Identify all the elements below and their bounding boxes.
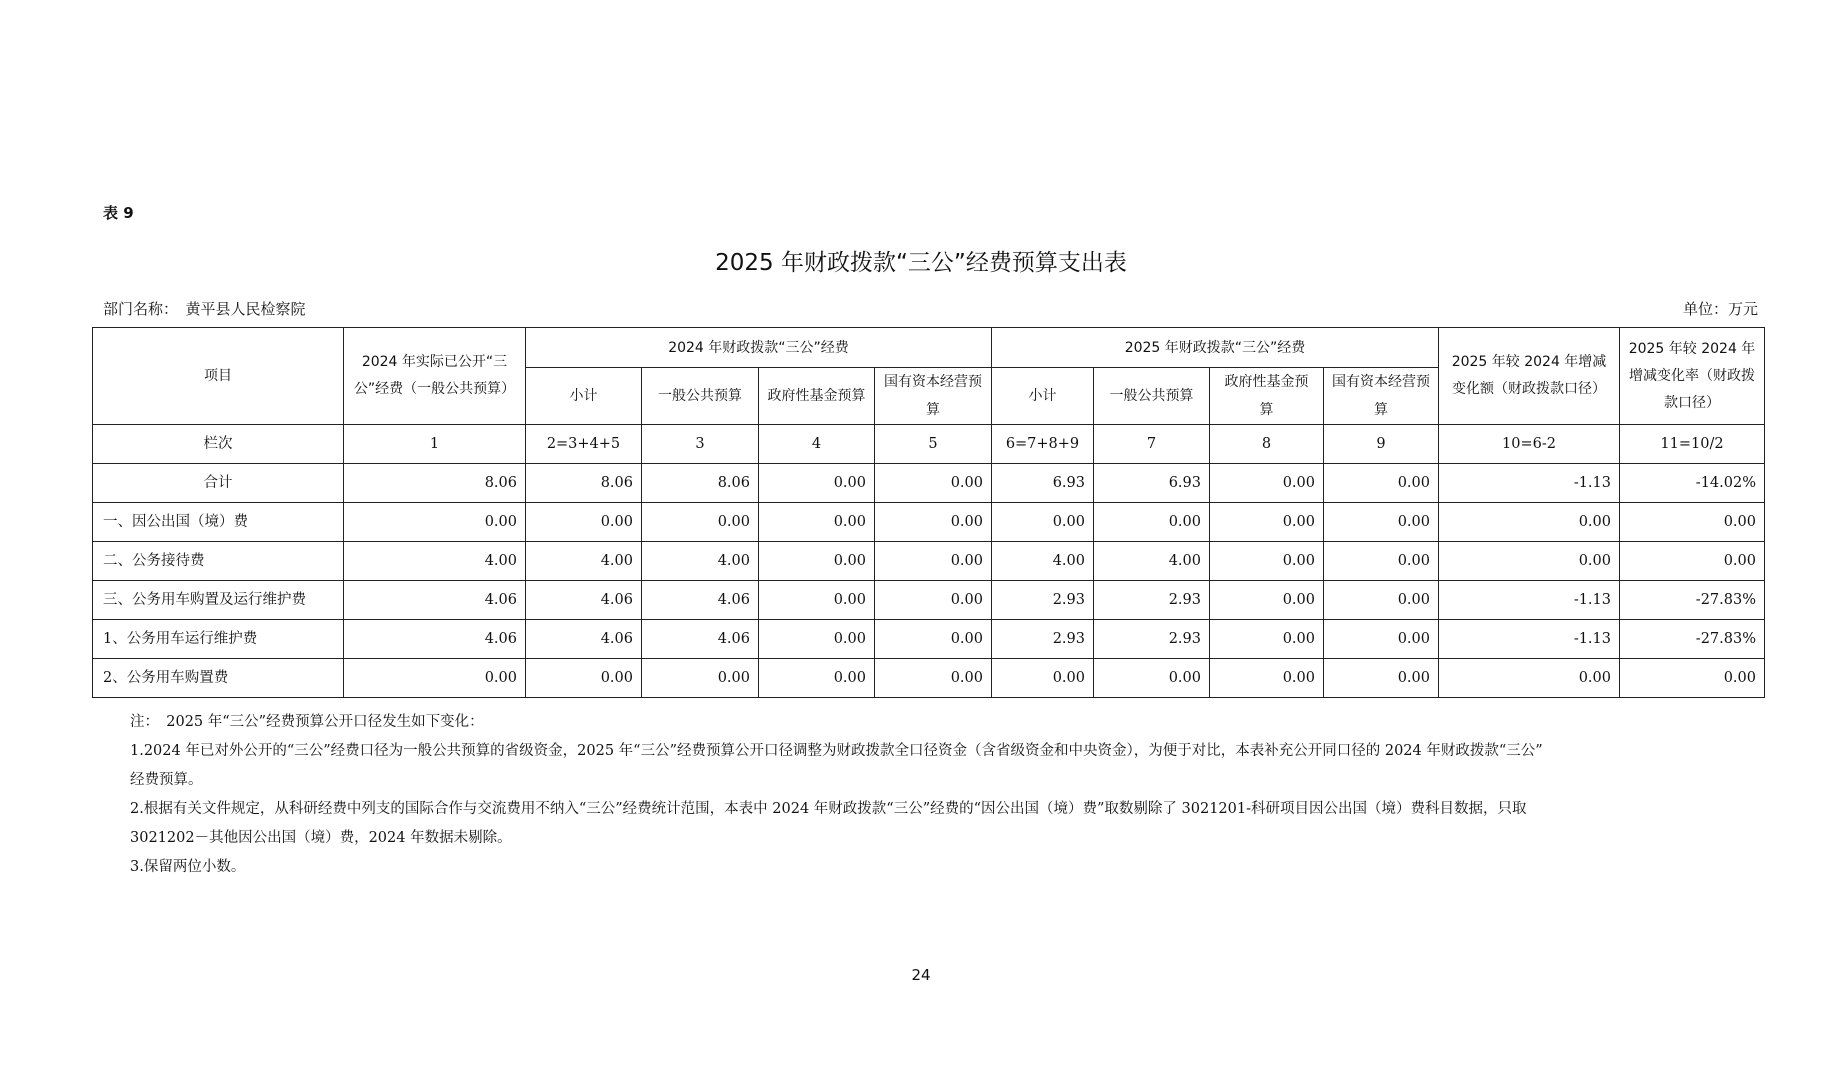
table-row — [93, 659, 1765, 698]
cell: 0.00 — [875, 620, 992, 659]
cell: 0.00 — [642, 659, 759, 698]
row-label: 二、公务接待费 — [93, 542, 344, 581]
cell: 0.00 — [875, 503, 992, 542]
header-2024-subtotal: 小计 — [526, 368, 642, 425]
cell: 0.00 — [1620, 542, 1765, 581]
cell: 0.00 — [875, 659, 992, 698]
cell: 6.93 — [992, 464, 1094, 503]
cell: 4.06 — [344, 581, 526, 620]
cell: -1.13 — [1439, 620, 1620, 659]
header-2025-fund: 政府性基金预算 — [1210, 368, 1324, 425]
column-index-row — [93, 425, 1765, 464]
cell: 0.00 — [759, 464, 875, 503]
cell: 4.06 — [526, 620, 642, 659]
header-2025-state-capital: 国有资本经营预算 — [1324, 368, 1439, 425]
row-label: 三、公务用车购置及运行维护费 — [93, 581, 344, 620]
cell: 0.00 — [1094, 659, 1210, 698]
table-row — [93, 503, 1765, 542]
cell: 0.00 — [875, 464, 992, 503]
cell: 10=6-2 — [1439, 425, 1620, 464]
note-1-line-2: 经费预算。 — [130, 772, 203, 788]
header-2025-subtotal: 小计 — [992, 368, 1094, 425]
cell: 0.00 — [1210, 581, 1324, 620]
row-label: 一、因公出国（境）费 — [93, 503, 344, 542]
cell: 8.06 — [526, 464, 642, 503]
cell: 0.00 — [1439, 503, 1620, 542]
cell: 6=7+8+9 — [992, 425, 1094, 464]
table-row — [93, 542, 1765, 581]
cell: 0.00 — [1620, 659, 1765, 698]
cell: 0.00 — [1210, 620, 1324, 659]
header-actual-2024: 2024 年实际已公开“三公”经费（一般公共预算） — [344, 328, 526, 425]
cell: 4.00 — [642, 542, 759, 581]
cell: 8 — [1210, 425, 1324, 464]
cell: 0.00 — [1439, 542, 1620, 581]
cell: 0.00 — [526, 503, 642, 542]
page-title: 2025 年财政拨款“三公”经费预算支出表 — [715, 250, 1127, 276]
header-change-rate: 2025 年较 2024 年增减变化率（财政拨款口径） — [1620, 328, 1765, 425]
cell: 2.93 — [992, 620, 1094, 659]
cell: 4 — [759, 425, 875, 464]
row-label: 1、公务用车运行维护费 — [93, 620, 344, 659]
cell: 栏次 — [93, 425, 344, 464]
cell: 2.93 — [1094, 620, 1210, 659]
cell: 4.00 — [992, 542, 1094, 581]
table-label: 表 9 — [103, 204, 134, 222]
cell: 0.00 — [1210, 659, 1324, 698]
cell: 0.00 — [1210, 503, 1324, 542]
cell: 11=10/2 — [1620, 425, 1765, 464]
cell: 8.06 — [642, 464, 759, 503]
cell: 5 — [875, 425, 992, 464]
page-number: 24 — [911, 966, 931, 984]
cell: 0.00 — [1210, 464, 1324, 503]
cell: 9 — [1324, 425, 1439, 464]
cell: 7 — [1094, 425, 1210, 464]
header-group-2024: 2024 年财政拨款“三公”经费 — [526, 328, 992, 368]
header-2024-state-capital: 国有资本经营预算 — [875, 368, 992, 425]
cell: 4.06 — [642, 581, 759, 620]
cell: 0.00 — [992, 503, 1094, 542]
notes — [130, 708, 1730, 882]
cell: 4.06 — [642, 620, 759, 659]
cell: 0.00 — [1324, 542, 1439, 581]
cell: 0.00 — [1324, 503, 1439, 542]
cell: 0.00 — [759, 503, 875, 542]
cell: 0.00 — [875, 542, 992, 581]
cell: 0.00 — [1324, 464, 1439, 503]
row-label: 2、公务用车购置费 — [93, 659, 344, 698]
cell: -1.13 — [1439, 581, 1620, 620]
header-2024-general: 一般公共预算 — [642, 368, 759, 425]
cell: 0.00 — [642, 503, 759, 542]
cell: -1.13 — [1439, 464, 1620, 503]
cell: -27.83% — [1620, 581, 1765, 620]
unit-label: 单位：万元 — [1682, 300, 1758, 318]
note-1-line-1: 1.2024 年已对外公开的“三公”经费口径为一般公共预算的省级资金，2025 年“三公”经费预算公开口径调整为财政拨款全口径资金（含省级资金和中央资金），为便于对比，本表补充公开同口径的 2024 年财政拨款“三公” — [130, 743, 1543, 759]
cell: 4.00 — [526, 542, 642, 581]
department-name: 部门名称： 黄平县人民检察院 — [103, 300, 306, 318]
table-row — [93, 464, 1765, 503]
cell: 4.00 — [344, 542, 526, 581]
cell: 2.93 — [992, 581, 1094, 620]
budget-table — [92, 327, 1765, 698]
header-2024-fund: 政府性基金预算 — [759, 368, 875, 425]
cell: 2.93 — [1094, 581, 1210, 620]
note-2-line-2: 3021202－其他因公出国（境）费，2024 年数据未剔除。 — [130, 830, 512, 846]
cell: 4.06 — [526, 581, 642, 620]
cell: 3 — [642, 425, 759, 464]
cell: -14.02% — [1620, 464, 1765, 503]
cell: 0.00 — [1439, 659, 1620, 698]
cell: 0.00 — [344, 503, 526, 542]
cell: 0.00 — [1324, 620, 1439, 659]
cell: 8.06 — [344, 464, 526, 503]
cell: 0.00 — [1324, 581, 1439, 620]
cell: 4.00 — [1094, 542, 1210, 581]
cell: 0.00 — [344, 659, 526, 698]
header-2025-general: 一般公共预算 — [1094, 368, 1210, 425]
header-change-amount: 2025 年较 2024 年增减变化额（财政拨款口径） — [1439, 328, 1620, 425]
header-item: 项目 — [93, 328, 344, 425]
header-group-2025: 2025 年财政拨款“三公”经费 — [992, 328, 1439, 368]
cell: 0.00 — [1210, 542, 1324, 581]
cell: 0.00 — [875, 581, 992, 620]
note-2-line-1: 2.根据有关文件规定，从科研经费中列支的国际合作与交流费用不纳入“三公”经费统计范围，本表中 2024 年财政拨款“三公”经费的“因公出国（境）费”取数剔除了 3021201-科研项目因公出国（境）费科目数据，只取 — [130, 801, 1527, 817]
cell: 0.00 — [1324, 659, 1439, 698]
cell: 0.00 — [526, 659, 642, 698]
cell: 0.00 — [759, 542, 875, 581]
cell: 0.00 — [759, 581, 875, 620]
cell: 1 — [344, 425, 526, 464]
cell: 2=3+4+5 — [526, 425, 642, 464]
cell: 0.00 — [992, 659, 1094, 698]
cell: 0.00 — [759, 620, 875, 659]
table-row — [93, 620, 1765, 659]
notes-heading: 注： 2025 年“三公”经费预算公开口径发生如下变化： — [130, 714, 484, 730]
cell: 0.00 — [759, 659, 875, 698]
table-row — [93, 581, 1765, 620]
cell: 4.06 — [344, 620, 526, 659]
note-3: 3.保留两位小数。 — [130, 859, 246, 875]
cell: -27.83% — [1620, 620, 1765, 659]
row-label: 合计 — [93, 464, 344, 503]
cell: 0.00 — [1620, 503, 1765, 542]
cell: 6.93 — [1094, 464, 1210, 503]
cell: 0.00 — [1094, 503, 1210, 542]
